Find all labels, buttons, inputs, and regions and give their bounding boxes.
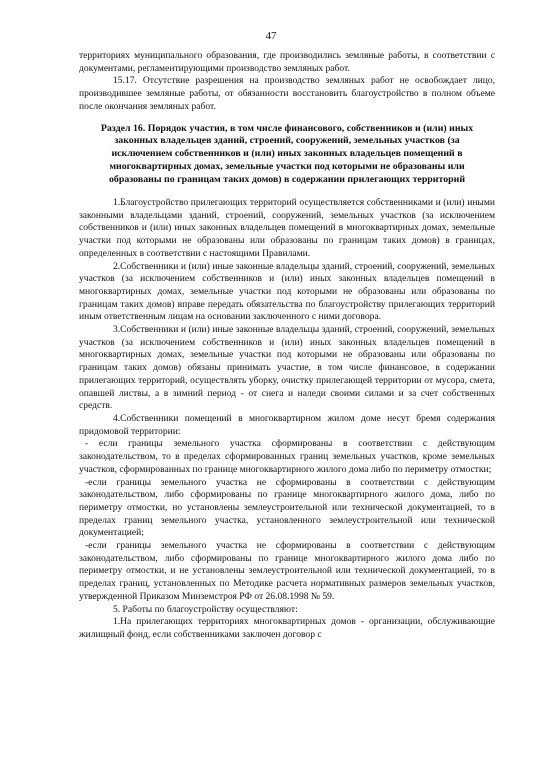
paragraph-subitem-1: 1.На прилегающих территориях многоквартирных домов - организации, обслуживающие жилищный фонд, если собственниками заключен договор с [79, 616, 495, 640]
paragraph-item-5: 5. Работы по благоустройству осуществляют: [113, 603, 298, 615]
page-content [79, 50, 495, 642]
paragraph-item-1: 1.Благоустройство прилегающих территорий осуществляется собственниками и (или) иными законными владельцами зданий, строений, сооружений, земельных участков (за исключением собственников и (или) иных законных владельцев помещений в многоквартирных домах, земельные участки под которыми не образованы или образованы по границам таких домов) в границах, определенных в соответствии с настоящими Правилами. [79, 197, 495, 259]
paragraph-bullet-3: -если границы земельного участка не сформированы в соответствии с действующим законодательством, либо сформированы по границе многоквартирного жилого дома либо по периметру отмостки, и не установлены землеустроительной или технической документацией, то в пределах границ, установленных по Методике расчета нормативных размеров земельных участков, утвержденной Приказом Минземстроя РФ от 26.08.1998 № 59. [79, 540, 495, 602]
page-number: 47 [265, 30, 277, 42]
paragraph-15-17: 15.17. Отсутствие разрешения на производство земляных работ не освобождает лицо, производившее земляные работы, от обязанности восстановить благоустройство в полном объеме после окончания земляных работ. [79, 75, 495, 112]
paragraph-bullet-2: -если границы земельного участка не сформированы в соответствии с действующим законодательством, либо сформированы по границе многоквартирного жилого дома, либо по периметру отмостки, но установлены землеустроительной или технической документацией, то в пределах границ земельного участка, установленного землеустроительной или технической документацией; [79, 476, 495, 539]
section-16-heading: Раздел 16. Порядок участия, в том числе финансового, собственников и (или) иных законных владельцев зданий, строений, сооружений, земельных участков (за исключением собственников и (или) иных законных владельцев помещений в многоквартирных домах, земельные участки под которыми не образованы или образованы по границам таких домов) в содержании прилегающих территорий [100, 122, 474, 186]
paragraph-item-4: 4.Собственники помещений в многоквартирном жилом доме несут бремя содержания придомовой территории: [79, 413, 495, 437]
paragraph-item-2: 2.Собственники и (или) иные законные владельцы зданий, строений, сооружений, земельных участков (за исключением собственников и (или) иных законных владельцев помещений в многоквартирных домах, земельные участки под которыми не образованы или образованы по границам таких домов) вправе передать обязательства по благоустройству прилегающих территорий иным ответственным лицам на основании заключенного с ними договора. [79, 260, 495, 323]
paragraph-continuation: территориях муниципального образования, где производились земляные работы, в соответствии с документами, регламентирующими производство земляных работ. [79, 50, 495, 74]
paragraph-bullet-1: - если границы земельного участка сформированы в соответствии с действующим законодательством, то в пределах сформированных границ земельных участков, кроме земельных участков, сформированных по границе многоквартирного жилого дома либо по периметру отмостки; [79, 438, 495, 475]
paragraph-item-3: 3.Собственники и (или) иные законные владельцы зданий, строений, сооружений, земельных участков (за исключением собственников и (или) иных законных владельцев помещений в многоквартирных домах, земельные участки под которыми не образованы или образованы по границам таких домов) обязаны принимать участие, в том числе финансовое, в содержании прилегающих территорий, осуществлять уборку, очистку прилегающей территории от мусора, смета, опавшей листвы, а в зимний период - от снега и наледи своими силами и за счет собственных средств. [79, 324, 495, 412]
